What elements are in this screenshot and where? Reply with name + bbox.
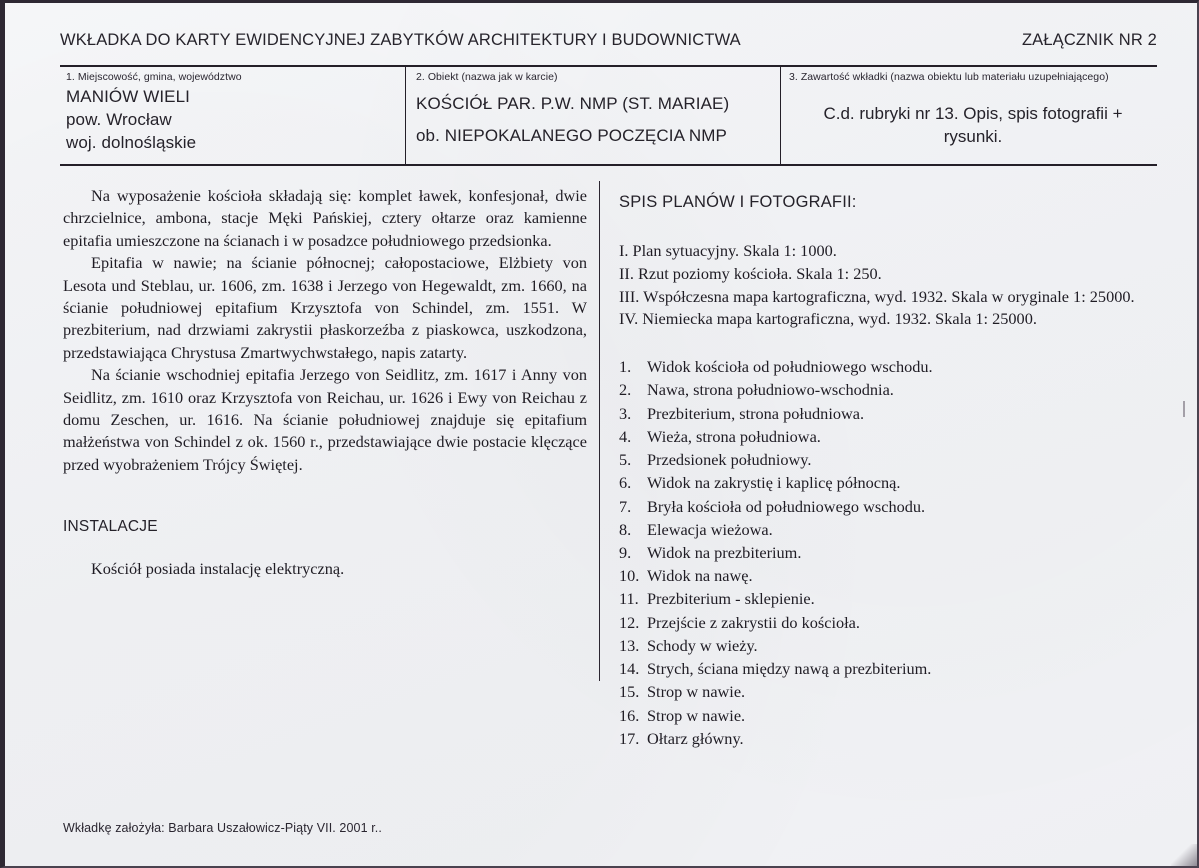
list-item-label: Strych, ściana między nawą a prezbiterium. — [647, 659, 932, 679]
list-item — [619, 378, 1149, 401]
list-item-number: 4. — [619, 426, 632, 446]
list-item — [619, 402, 1149, 425]
list-item — [619, 425, 1149, 448]
annex-label: ZAŁĄCZNIK NR 2 — [1021, 31, 1157, 49]
list-item — [619, 680, 1149, 703]
list-item-label: Przedsionek południowy. — [647, 450, 812, 470]
list-item-label: Widok kościoła od południowego wschodu. — [647, 357, 933, 377]
list-item-number: 6. — [619, 473, 632, 493]
list-item-number: 1. — [619, 357, 632, 377]
list-item-number: 5. — [619, 450, 632, 470]
list-item — [619, 611, 1149, 634]
info-table — [60, 65, 1157, 166]
body-paragraph: Na wyposażenie kościoła składają się: komplet ławek, konfesjonał, dwie chrzcielnice, ambona, stacje Męki Pańskiej, cztery ołtarze oraz kamienne epitafia umieszczone na ścianach i w posadzce południowego przedsionka. — [63, 186, 587, 250]
list-item — [619, 587, 1149, 610]
list-item — [619, 471, 1149, 494]
list-item — [619, 541, 1149, 564]
list-item-label: Strop w nawie. — [647, 682, 746, 702]
info-cell-contents — [780, 67, 1157, 164]
body-paragraph: Na ścianie wschodniej epitafia Jerzego von Seidlitz, zm. 1617 i Anny von Seidlitz, zm. 1610 oraz Krzysztofa von Reichau, ur. 1626 i Ewy von Reichau z domu Zeschen, ur. 1616. Na ścianie południowej znajduje się epitafium małżeństwa von Schindel z ok. 1560 r., przedstawiające dwie postacie klęczące przed wyobrażeniem Trójcy Świętej. — [63, 365, 587, 474]
list-item-number: 17. — [619, 728, 640, 748]
list-item — [619, 448, 1149, 471]
list-item-number: 13. — [619, 635, 640, 655]
list-item-label: Widok na zakrystię i kaplicę północną. — [647, 473, 901, 493]
list-item — [619, 495, 1149, 518]
list-item — [619, 518, 1149, 541]
scan-artifact — [1183, 401, 1185, 417]
body-paragraph: Epitafia w nawie; na ścianie północnej; całopostaciowe, Elżbiety von Lesota und Steblau, ur. 1606, zm. 1638 i Jerzego von Hegewaldt, zm. 1660, na ścianie południowej epitafium Krzysztofa von Schindel, zm. 1551. W prezbiterium, nad drzwiami zakrystii płaskorzeźba z piaskowca, uszkodzona, przedstawiająca Chrystusa Zmartwychwstałego, napis zatarty. — [63, 253, 587, 362]
list-item-number: 10. — [619, 566, 640, 586]
list-item — [619, 634, 1149, 657]
column-divider — [599, 181, 600, 681]
list-item-label: Widok na prezbiterium. — [647, 543, 802, 562]
list-item-number: 8. — [619, 519, 632, 539]
list-item — [619, 355, 1149, 378]
info-cell-contents-caption: 3. Zawartość wkładki (nazwa obiektu lub materiału uzupełniającego) — [789, 71, 1109, 83]
list-item-number: 16. — [619, 705, 640, 725]
plans-list — [619, 240, 1149, 331]
list-item — [619, 727, 1149, 750]
info-cell-locality-caption: 1. Miejscowość, gmina, województwo — [66, 71, 242, 83]
document-header — [60, 31, 1157, 50]
footer-note: Wkładkę założyła: Barbara Uszałowicz-Piąty VII. 2001 r.. — [63, 821, 382, 835]
list-item-number: 14. — [619, 659, 640, 679]
list-item-number: 15. — [619, 682, 640, 702]
contents-description: C.d. rubryki nr 13. Opis, spis fotografii + rysunki. — [823, 103, 1123, 146]
list-item — [619, 704, 1149, 727]
object-name-current: ob. NIEPOKALANEGO POCZĘCIA NMP — [416, 125, 727, 145]
list-item — [619, 657, 1149, 680]
list-item-number: 11. — [619, 589, 639, 609]
locality-district: pow. Wrocław — [66, 109, 172, 129]
list-item-label: Wieża, strona południowa. — [647, 426, 821, 446]
photos-list — [619, 355, 1149, 750]
list-item-number: 9. — [619, 543, 632, 562]
locality-name: MANIÓW WIELI — [66, 86, 190, 106]
list-item-label: Prezbiterium, strona południowa. — [647, 403, 865, 423]
list-item: IV. Niemiecka mapa kartograficzna, wyd. 1932. Skala 1: 25000. — [619, 309, 1037, 329]
list-item-number: 12. — [619, 612, 640, 632]
list-item-label: Przejście z zakrystii do kościoła. — [647, 612, 860, 632]
info-cell-object-caption: 2. Obiekt (nazwa jak w karcie) — [416, 71, 558, 83]
left-column — [63, 185, 587, 581]
object-name-primary: KOŚCIÓŁ PAR. P.W. NMP (ST. MARIAE) — [416, 93, 730, 113]
info-cell-locality — [60, 67, 405, 164]
plans-photos-heading: SPIS PLANÓW I FOTOGRAFII: — [619, 193, 857, 211]
section-heading-installations: INSTALACJE — [63, 518, 158, 536]
list-item: I. Plan sytuacyjny. Skala 1: 1000. — [619, 241, 837, 260]
locality-voivodeship: woj. dolnośląskie — [66, 132, 197, 152]
installations-text: Kościół posiada instalację elektryczną. — [91, 559, 345, 579]
list-item: II. Rzut poziomy kościoła. Skala 1: 250. — [619, 263, 882, 283]
list-item-label: Prezbiterium - sklepienie. — [647, 589, 815, 609]
list-item-label: Bryła kościoła od południowego wschodu. — [647, 496, 926, 516]
list-item-label: Elewacja wieżowa. — [647, 519, 773, 539]
list-item-label: Ołtarz główny. — [647, 728, 744, 748]
document-title: WKŁADKA DO KARTY EWIDENCYJNEJ ZABYTKÓW ARCHITEKTURY I BUDOWNICTWA — [60, 31, 741, 49]
info-cell-object — [405, 67, 780, 164]
list-item-number: 2. — [619, 380, 632, 400]
list-item-label: Schody w wieży. — [647, 635, 758, 655]
list-item-number: 3. — [619, 403, 632, 423]
list-item-label: Nawa, strona południowo-wschodnia. — [647, 380, 894, 400]
list-item: III. Współczesna mapa kartograficzna, wyd. 1932. Skala w oryginale 1: 25000. — [619, 286, 1135, 306]
list-item-label: Widok na nawę. — [647, 566, 753, 586]
list-item-label: Strop w nawie. — [647, 705, 746, 725]
list-item — [619, 564, 1149, 587]
right-column — [619, 193, 1149, 750]
list-item-number: 7. — [619, 496, 632, 516]
